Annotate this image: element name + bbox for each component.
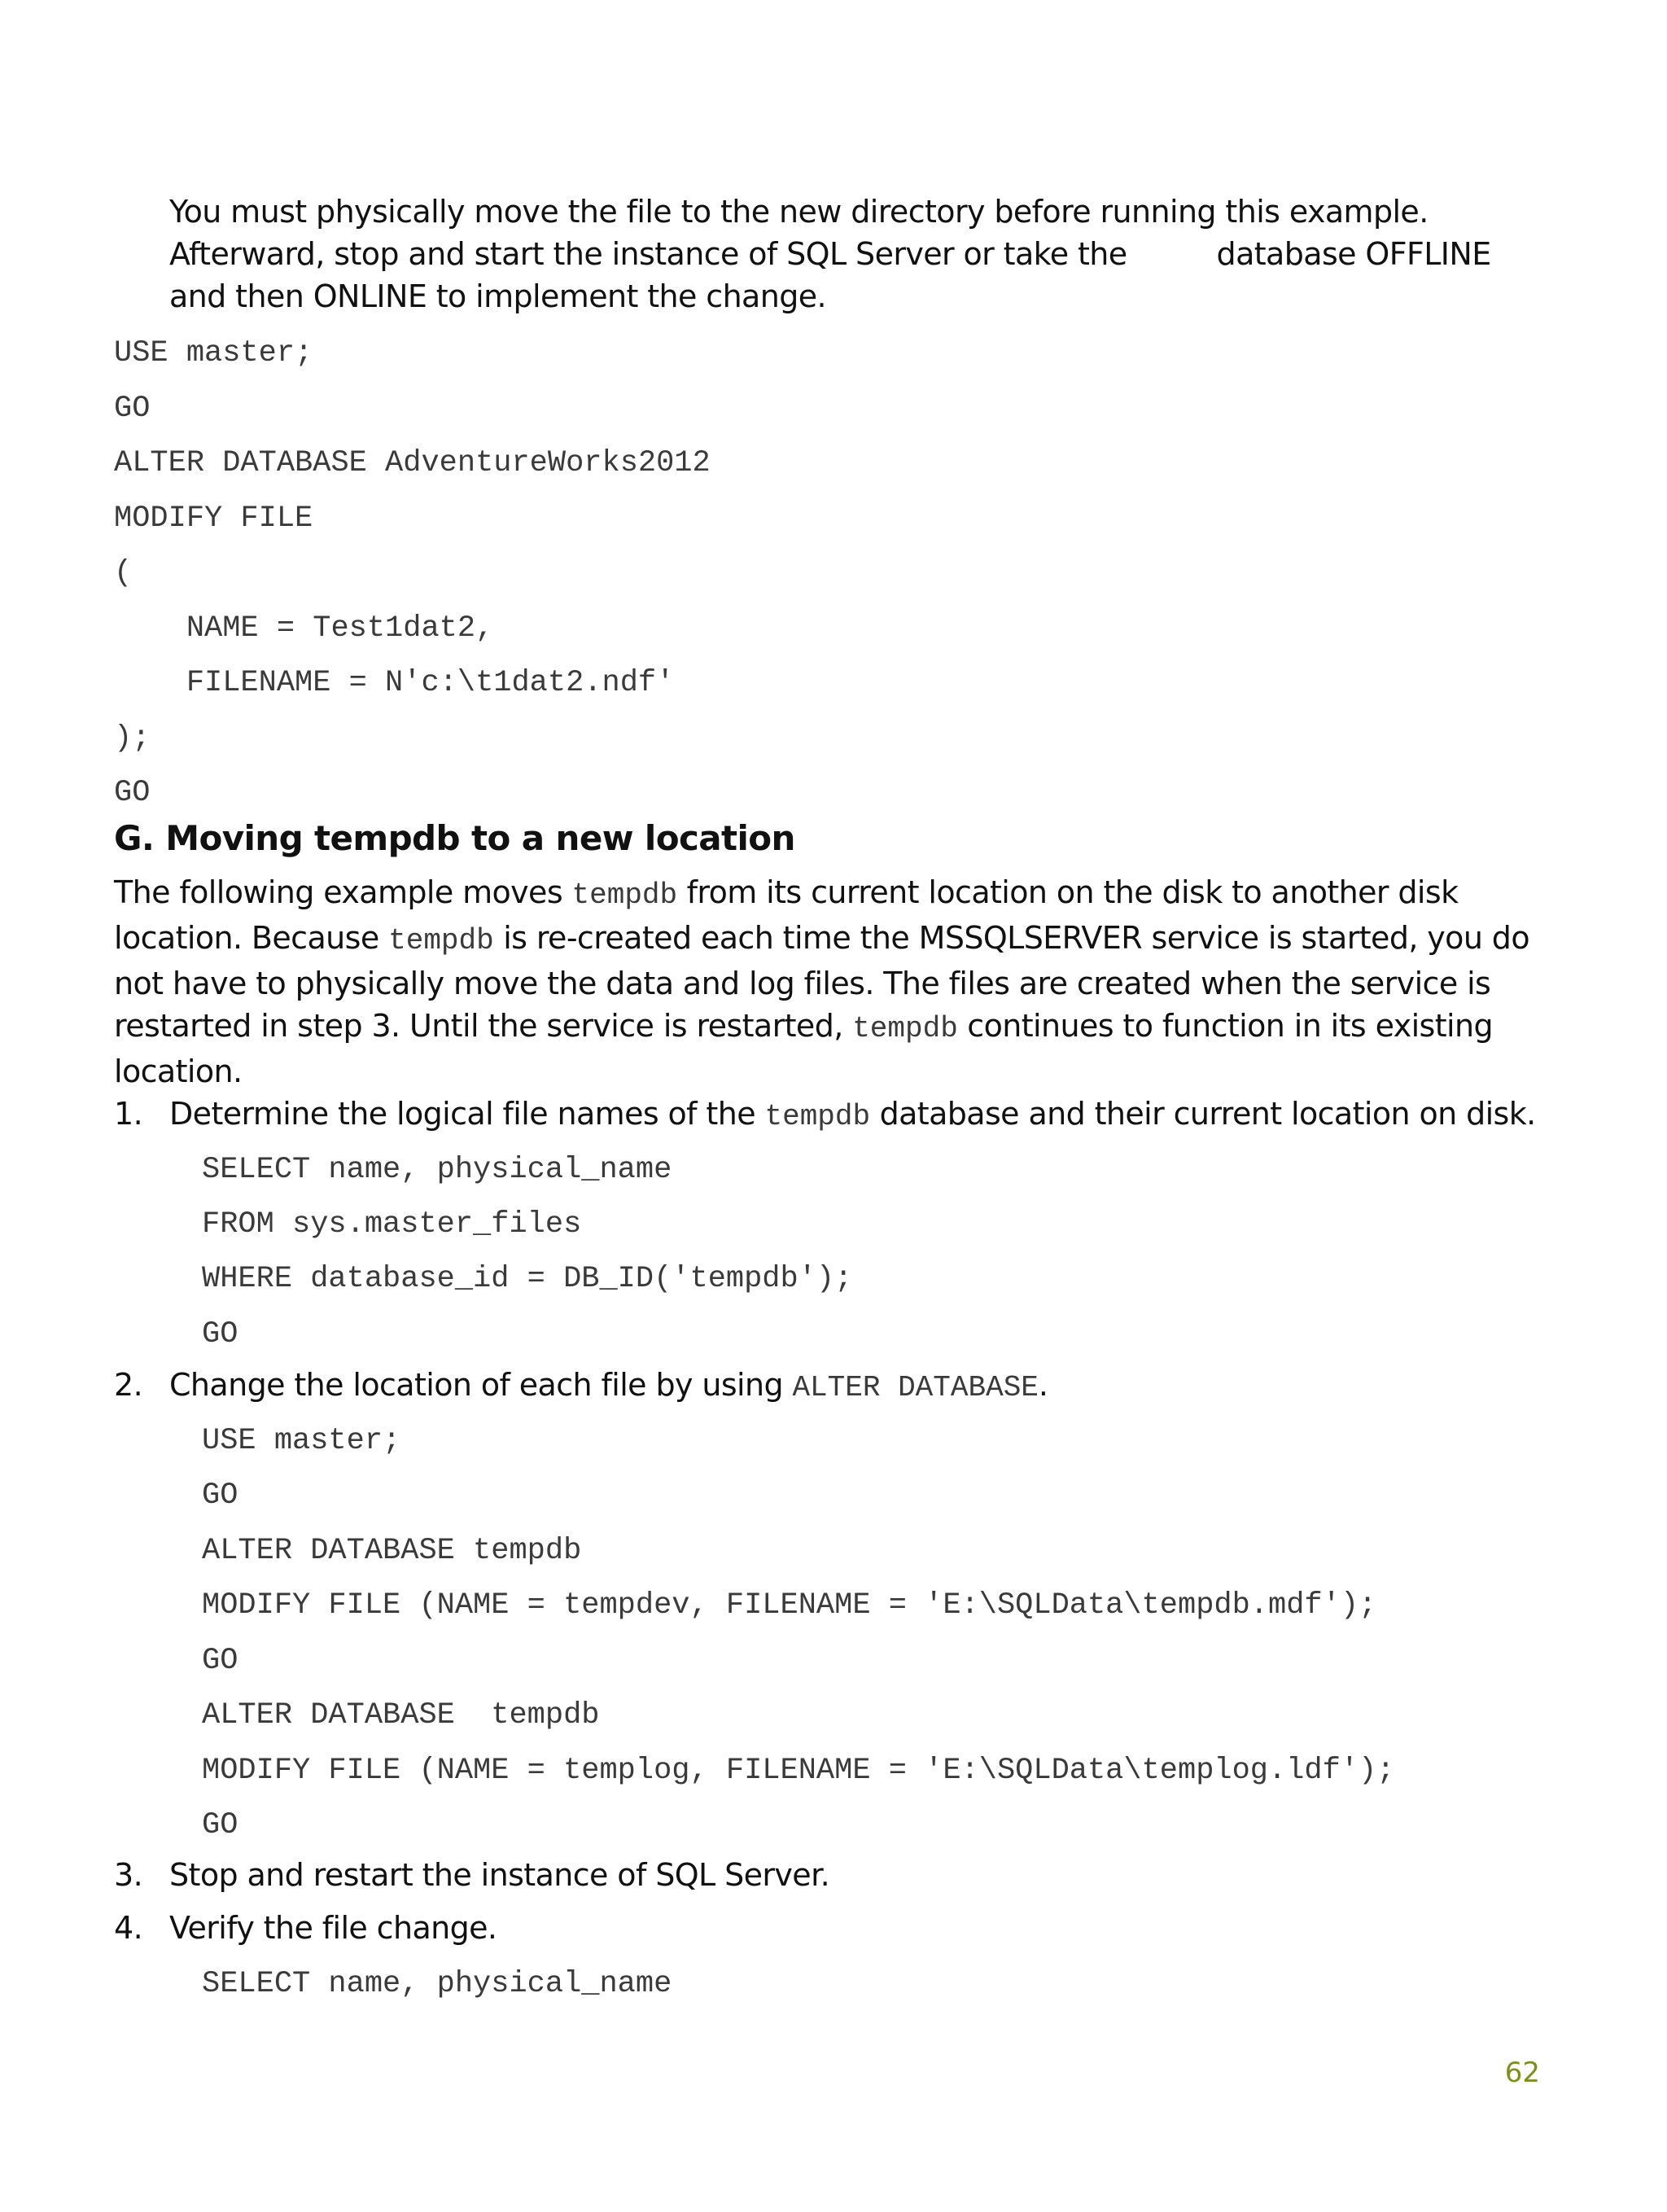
- para-line-5: location.: [114, 1053, 243, 1089]
- code-line: ALTER DATABASE tempdb: [202, 1534, 582, 1568]
- code-line: ALTER DATABASE tempdb: [202, 1698, 600, 1732]
- para-text: location. Because: [114, 920, 389, 956]
- section-heading: G. Moving tempdb to a new location: [114, 818, 795, 858]
- step-text: Change the location of each file by using: [169, 1367, 793, 1403]
- code-line: );: [114, 721, 151, 756]
- para-line-1: [114, 871, 1530, 917]
- inline-code: tempdb: [852, 1012, 958, 1045]
- para-line-2: [114, 917, 1530, 962]
- step-number: 3.: [114, 1857, 143, 1893]
- step-text: Verify the file change.: [169, 1910, 497, 1946]
- step-text: Determine the logical file names of the: [169, 1096, 765, 1132]
- note-paragraph: [169, 191, 1491, 318]
- note-line-1: You must physically move the file to the new directory before running this example.: [169, 194, 1429, 230]
- step-3: [114, 1854, 829, 1896]
- para-text: from its current location on the disk to another disk: [677, 874, 1459, 910]
- inline-code: tempdb: [764, 1100, 871, 1133]
- code-line: ALTER DATABASE AdventureWorks2012: [114, 446, 711, 480]
- para-text: restarted in step 3. Until the service is restarted,: [114, 1008, 853, 1044]
- code-line: FILENAME = N'c:\t1dat2.ndf': [114, 666, 675, 700]
- code-line: NAME = Test1dat2,: [114, 611, 494, 646]
- para-line-4: [114, 1005, 1530, 1050]
- step-text: .: [1038, 1367, 1048, 1403]
- code-line: USE master;: [114, 336, 313, 370]
- step-1: [114, 1093, 1536, 1138]
- code-line: GO: [202, 1644, 238, 1678]
- note-line-3: and then ONLINE to implement the change.: [169, 278, 827, 314]
- code-line: (: [114, 556, 133, 590]
- page-number: 62: [1504, 2057, 1540, 2089]
- para-text: The following example moves: [114, 874, 572, 910]
- inline-code: tempdb: [388, 924, 494, 957]
- step-4: [114, 1907, 497, 1949]
- para-line-3: not have to physically move the data and log files. The files are created when the service is: [114, 966, 1491, 1001]
- code-line: FROM sys.master_files: [202, 1207, 582, 1242]
- code-line: GO: [114, 776, 151, 810]
- code-line: SELECT name, physical_name: [202, 1967, 672, 2001]
- code-line: GO: [202, 1808, 238, 1842]
- para-text: is re-created each time the MSSQLSERVER service is started, you do: [493, 920, 1529, 956]
- step-text: database and their current location on disk.: [870, 1096, 1536, 1132]
- code-line: USE master;: [202, 1424, 401, 1458]
- inline-code: ALTER DATABASE: [792, 1371, 1039, 1404]
- step-number: 1.: [114, 1096, 143, 1132]
- code-line: WHERE database_id = DB_ID('tempdb');: [202, 1262, 853, 1296]
- note-line-2-start: Afterward, stop and start the instance of SQL Server or take the: [169, 236, 1127, 272]
- step-2: [114, 1364, 1048, 1409]
- step-number: 2.: [114, 1367, 143, 1403]
- code-line: MODIFY FILE (NAME = templog, FILENAME = 'E:\SQLData\templog.ldf');: [202, 1754, 1395, 1788]
- code-line: SELECT name, physical_name: [202, 1153, 672, 1187]
- code-line: MODIFY FILE: [114, 502, 313, 536]
- step-text: Stop and restart the instance of SQL Server.: [169, 1857, 830, 1893]
- code-line: GO: [114, 392, 151, 426]
- step-number: 4.: [114, 1910, 143, 1946]
- code-line: GO: [202, 1317, 238, 1351]
- note-line-2: [169, 233, 1491, 275]
- note-line-2-end: database OFFLINE: [1216, 236, 1491, 272]
- code-line: MODIFY FILE (NAME = tempdev, FILENAME = 'E:\SQLData\tempdb.mdf');: [202, 1588, 1377, 1623]
- code-line: GO: [202, 1478, 238, 1513]
- section-paragraph: [114, 871, 1530, 1093]
- inline-code: tempdb: [571, 878, 678, 912]
- para-text: continues to function in its existing: [957, 1008, 1494, 1044]
